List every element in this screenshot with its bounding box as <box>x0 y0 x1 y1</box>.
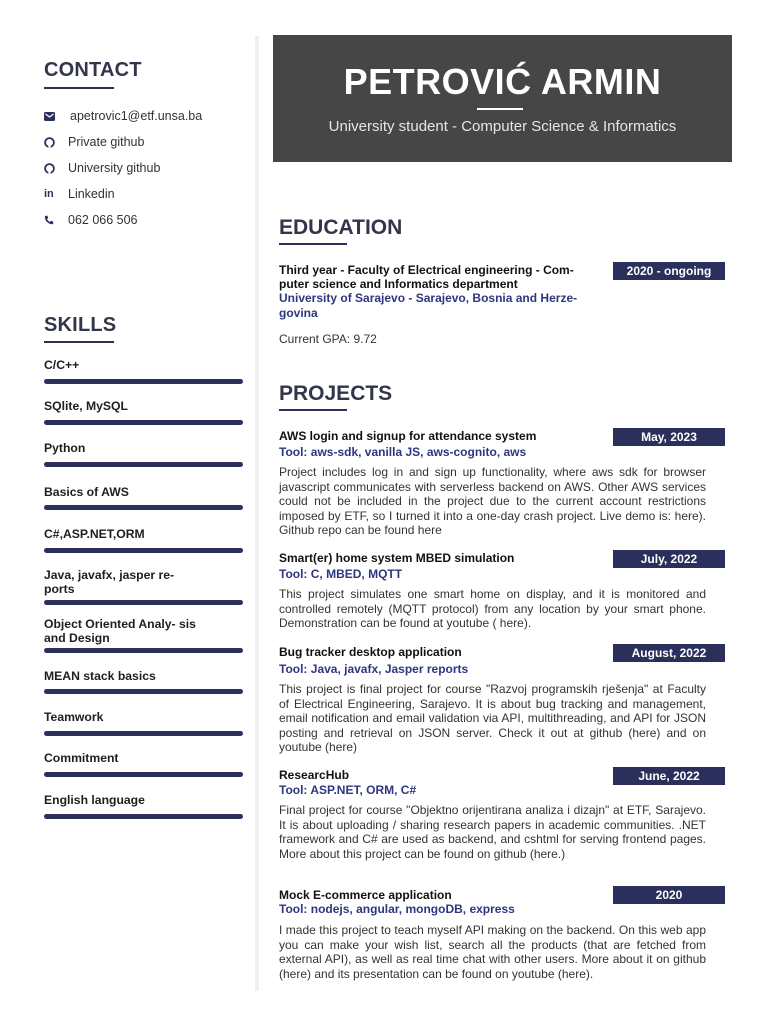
education-heading: EDUCATION <box>279 216 403 239</box>
github-icon <box>44 137 68 148</box>
contact-email-text: apetrovic1@etf.unsa.ba <box>70 109 203 123</box>
project-tools: Tool: aws-sdk, vanilla JS, aws-cognito, aws <box>279 445 527 459</box>
skill-item <box>44 485 179 499</box>
skill-label: Teamwork <box>44 710 104 724</box>
skill-bar <box>44 420 243 425</box>
project-description: Final project for course "Objektno orijentirana analiza i dizajn" at ETF, Sarajevo. It is about uploading / sharing research papers in academic communities. .NET framework and C# are used as backend, and cshtml for serving frontend pages. More about this project can be found on github (here.) <box>279 803 706 861</box>
skill-label: SQlite, MySQL <box>44 399 128 413</box>
education-heading-underline <box>279 243 347 245</box>
skill-bar <box>44 689 243 694</box>
skill-bar <box>44 548 243 553</box>
skill-bar <box>44 731 243 736</box>
project-description: This project simulates one smart home on display, and it is monitored and controlled remotely (MQTT protocol) from any location by your smart phone. Demonstration can be found at youtube ( here). <box>279 587 706 631</box>
skill-label: Basics of AWS <box>44 485 129 499</box>
project-date-badge: May, 2023 <box>613 428 725 446</box>
skill-item <box>44 669 206 683</box>
education-title: Third year - Faculty of Electrical engineering - Com- puter science and Informatics department <box>279 263 574 291</box>
skill-label: C/C++ <box>44 358 80 372</box>
person-subtitle: University student - Computer Science & Informatics <box>328 118 677 135</box>
skill-bar <box>44 814 243 819</box>
skill-item <box>44 527 195 541</box>
education-gpa: Current GPA: 9.72 <box>279 332 377 346</box>
project-title: Mock E-commerce application <box>279 888 452 902</box>
project-description: Project includes log in and sign up functionality, where aws sdk for browser javascript communicates with serverless backend on AWS. Other AWS services could not be included in the project due to the current account restrictions imposed by ETF, so I turned it into a one-day crash project. Live demo is: here). Github repo can be found here <box>279 465 706 538</box>
skill-item <box>44 399 178 413</box>
envelope-icon <box>44 112 68 121</box>
phone-icon <box>44 215 68 225</box>
project-date-badge: 2020 <box>613 886 725 904</box>
contact-linkedin[interactable] <box>44 181 244 207</box>
skills-heading-underline <box>44 341 114 343</box>
contact-phone[interactable] <box>44 207 244 233</box>
contact-list <box>44 103 244 233</box>
skill-item <box>44 441 135 455</box>
contact-university-github-text: University github <box>68 161 161 175</box>
skill-bar <box>44 505 243 510</box>
contact-heading: CONTACT <box>44 59 142 81</box>
skill-label: Object Oriented Analy- sis and Design <box>44 617 196 645</box>
skill-item <box>44 617 204 645</box>
contact-linkedin-text: Linkedin <box>68 187 115 201</box>
sidebar <box>0 0 258 1024</box>
skill-label: MEAN stack basics <box>44 669 156 683</box>
project-tools: Tool: C, MBED, MQTT <box>279 567 403 581</box>
skill-item <box>44 568 204 596</box>
skill-label: Python <box>44 441 86 455</box>
project-description: I made this project to teach myself API making on the backend. On this web app you can make your wish list, search all the products (that are fetched from external API), as well as real time chat with other users. More about it on github (here) and its presentation can be found on youtube (here). <box>279 923 706 981</box>
skill-item <box>44 793 195 807</box>
skills-heading: SKILLS <box>44 314 117 336</box>
person-name: PETROVIĆ ARMIN <box>343 61 662 102</box>
project-title: AWS login and signup for attendance system <box>279 429 537 443</box>
skill-bar <box>44 772 243 777</box>
contact-heading-underline <box>44 87 114 89</box>
github-icon <box>44 163 68 174</box>
contact-phone-text: 062 066 506 <box>68 213 138 227</box>
skill-label: Commitment <box>44 751 119 765</box>
contact-university-github[interactable] <box>44 155 244 181</box>
skill-bar <box>44 648 243 653</box>
project-tools: Tool: ASP.NET, ORM, C# <box>279 783 417 797</box>
contact-private-github[interactable] <box>44 129 244 155</box>
project-date-badge: July, 2022 <box>613 550 725 568</box>
linkedin-icon: in <box>44 188 54 200</box>
project-description: This project is final project for course "Razvoj programskih rješenja" at Faculty of Electrical Engineering, Sarajevo. It is about bug tracking and management, email notification and email validation via API, multithreading, and API for JSON posting and retrieval on JSON server. Check it out at github (here) and on youtube (here) <box>279 682 706 755</box>
header-underline <box>477 108 523 110</box>
contact-private-github-text: Private github <box>68 135 145 149</box>
skill-item <box>44 358 129 372</box>
projects-heading-underline <box>279 409 347 411</box>
skill-bar <box>44 379 243 384</box>
skill-label: English language <box>44 793 145 807</box>
project-title: Bug tracker desktop application <box>279 645 462 659</box>
education-date-badge: 2020 - ongoing <box>613 262 725 280</box>
project-date-badge: June, 2022 <box>613 767 725 785</box>
skill-bar <box>44 600 243 605</box>
skill-label: Java, javafx, jasper re- ports <box>44 568 175 596</box>
project-title: Smart(er) home system MBED simulation <box>279 551 515 565</box>
skill-item <box>44 710 153 724</box>
project-date-badge: August, 2022 <box>613 644 725 662</box>
contact-email[interactable] <box>44 103 244 129</box>
project-tools: Tool: Java, javafx, Jasper reports <box>279 662 469 676</box>
skill-label: C#,ASP.NET,ORM <box>44 527 145 541</box>
education-institution: University of Sarajevo - Sarajevo, Bosnia and Herze- govina <box>279 291 578 320</box>
header-banner <box>273 35 732 162</box>
sidebar-divider <box>255 36 259 991</box>
skill-bar <box>44 462 243 467</box>
project-tools: Tool: nodejs, angular, mongoDB, express <box>279 902 515 916</box>
project-title: ResearcHub <box>279 768 350 782</box>
projects-heading: PROJECTS <box>279 382 393 405</box>
skill-item <box>44 751 168 765</box>
